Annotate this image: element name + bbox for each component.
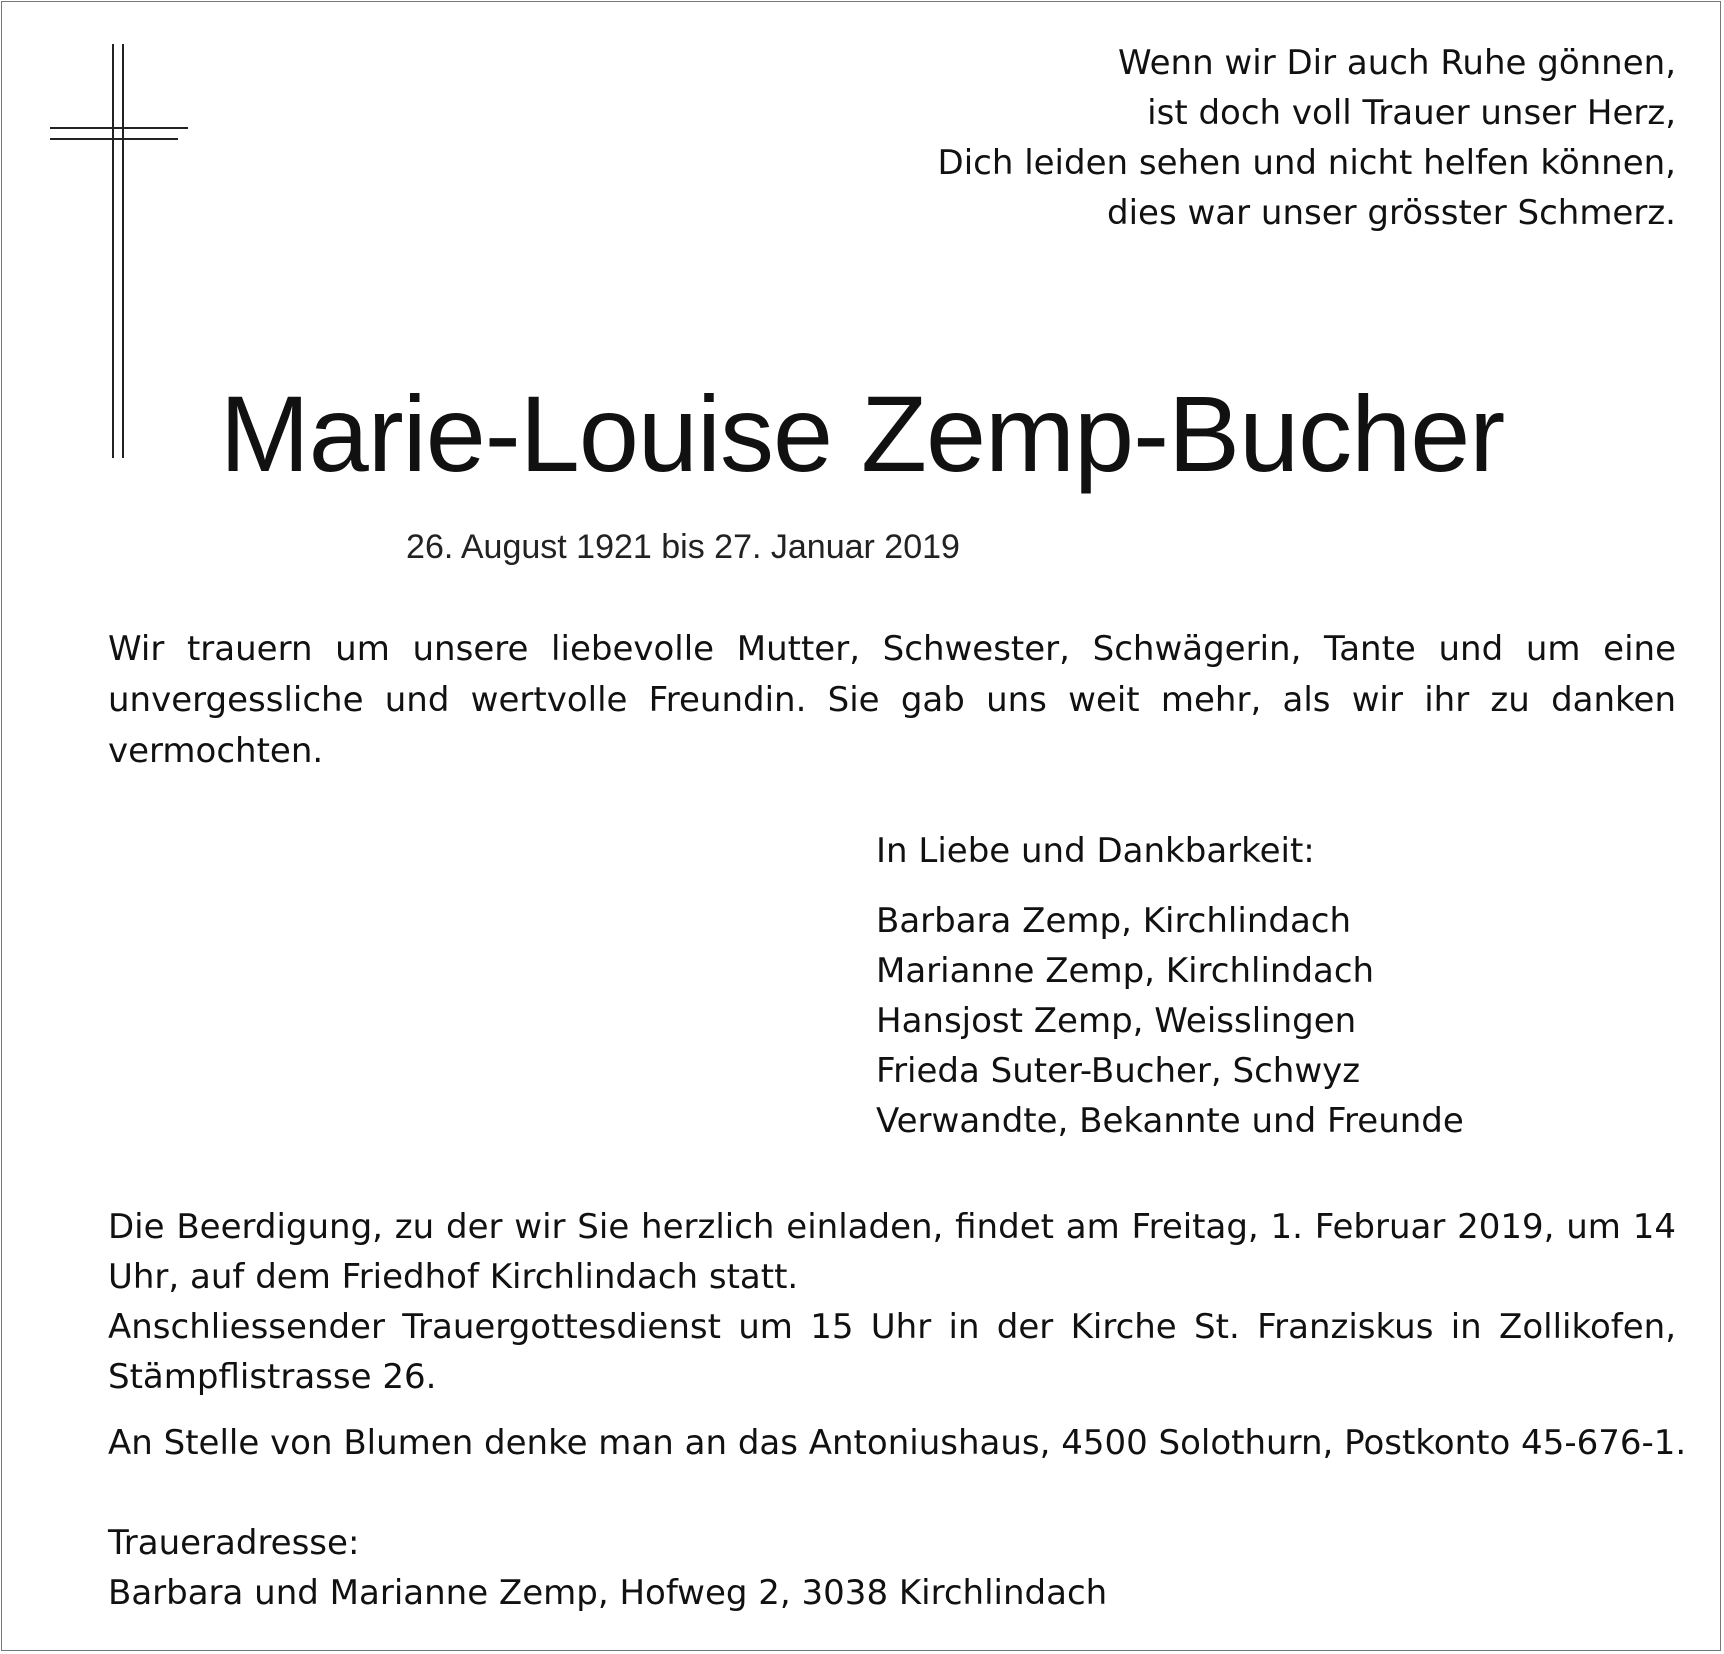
deceased-name: Marie-Louise Zemp-Bucher [219,373,1505,494]
service-paragraph: Anschliessender Trauergottesdienst um 15 Uhr in der Kirche St. Franziskus in Zollikofen, Stämpflistrasse 26. [108,1307,1676,1397]
life-dates: 26. August 1921 bis 27. Januar 2019 [406,528,960,566]
poem-line: Dich leiden sehen und nicht helfen können, [937,143,1676,183]
mourner-item: Barbara Zemp, Kirchlindach [876,901,1352,941]
mourners-list [876,896,1464,1146]
mourner-item: Hansjost Zemp, Weisslingen [876,1001,1357,1041]
address-label: Traueradresse: [108,1523,360,1563]
poem [776,38,1676,238]
mourner-item: Marianne Zemp, Kirchlindach [876,951,1375,991]
mourning-address [108,1518,1107,1618]
poem-line: Wenn wir Dir auch Ruhe gönnen, [1117,43,1676,83]
mourner-item: Frieda Suter-Bucher, Schwyz [876,1051,1361,1091]
poem-line: ist doch voll Trauer unser Herz, [1147,93,1676,133]
address-text: Barbara und Marianne Zemp, Hofweg 2, 3038 Kirchlindach [108,1573,1108,1613]
donation-paragraph: An Stelle von Blumen denke man an das Antoniushaus, 4500 Solothurn, Postkonto 45-676-1. [108,1423,1687,1463]
signoff: In Liebe und Dankbarkeit: [876,831,1315,871]
poem-line: dies war unser grösster Schmerz. [1107,193,1676,233]
mourner-item: Verwandte, Bekannte und Freunde [876,1101,1464,1141]
intro-paragraph: Wir trauern um unsere liebevolle Mutter, Schwester, Schwägerin, Tante und um eine unvergessliche und wertvolle Freundin. Sie gab uns weit mehr, als wir ihr zu danken vermochten. [108,629,1676,771]
notice-border [1,1,1721,1651]
funeral-paragraph: Die Beerdigung, zu der wir Sie herzlich einladen, findet am Freitag, 1. Februar 2019, um 14 Uhr, auf dem Friedhof Kirchlindach statt. [108,1207,1676,1297]
